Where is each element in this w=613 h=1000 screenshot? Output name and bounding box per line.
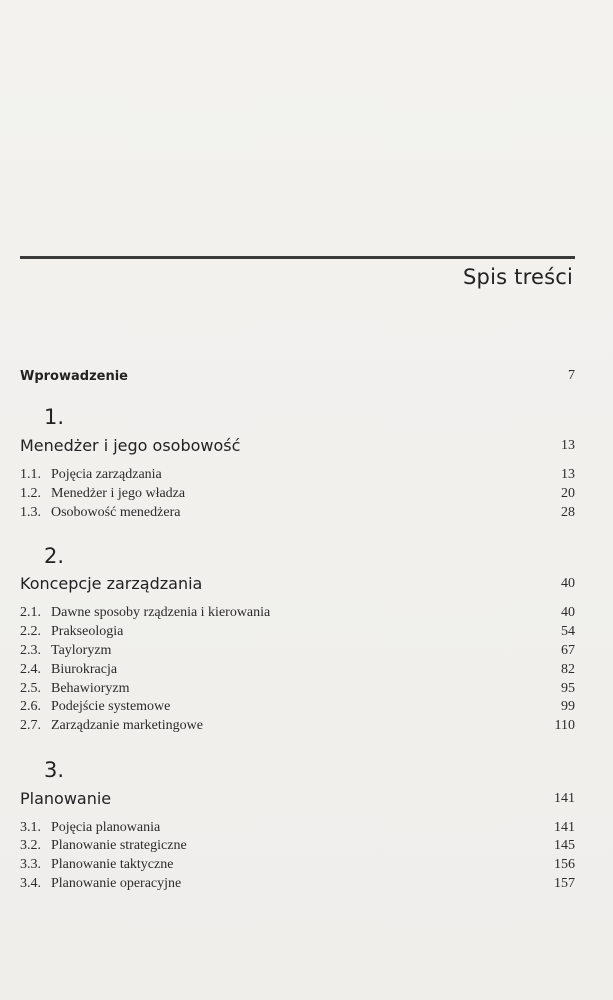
section-number: 2.1. [20, 605, 41, 620]
section-page: 141 [554, 820, 575, 835]
section-row [20, 820, 575, 838]
chapter-title: Koncepcje zarządzania [20, 574, 203, 593]
section-row [20, 486, 575, 504]
section-page: 156 [554, 857, 575, 872]
section-title: Podejście systemowe [51, 699, 171, 714]
chapter-page: 141 [554, 791, 575, 806]
section-row [20, 624, 575, 642]
section-number: 2.2. [20, 624, 41, 639]
section-number: 2.5. [20, 681, 41, 696]
chapter-title: Planowanie [20, 789, 112, 808]
section-number: 2.3. [20, 643, 41, 658]
chapter-page: 13 [561, 438, 575, 453]
section-page: 20 [561, 486, 575, 501]
section-title: Osobowość menedżera [51, 505, 181, 520]
section-row [20, 857, 575, 875]
section-title: Planowanie taktyczne [51, 857, 174, 872]
section-row [20, 876, 575, 894]
section-row [20, 718, 575, 736]
introduction-label: Wprowadzenie [20, 369, 128, 384]
chapter-number: 2. [44, 544, 65, 568]
section-page: 99 [561, 699, 575, 714]
header-rule [20, 256, 575, 259]
section-row [20, 681, 575, 699]
section-page: 110 [554, 718, 575, 733]
section-number: 1.1. [20, 467, 41, 482]
section-title: Tayloryzm [51, 643, 112, 658]
section-title: Biurokracja [51, 662, 118, 677]
section-number: 3.3. [20, 857, 41, 872]
section-number: 3.4. [20, 876, 41, 891]
section-page: 28 [561, 505, 575, 520]
section-number: 3.1. [20, 820, 41, 835]
section-number: 3.2. [20, 838, 41, 853]
section-page: 13 [561, 467, 575, 482]
section-number: 2.7. [20, 718, 41, 733]
section-row [20, 643, 575, 661]
section-row [20, 838, 575, 856]
chapter-number: 3. [44, 758, 65, 782]
section-row [20, 699, 575, 717]
section-row [20, 605, 575, 623]
section-title: Menedżer i jego władza [51, 486, 186, 501]
section-title: Zarządzanie marketingowe [51, 718, 203, 733]
chapter-title: Menedżer i jego osobowość [20, 436, 241, 455]
section-page: 157 [554, 876, 575, 891]
section-title: Prakseologia [51, 624, 124, 639]
section-row [20, 467, 575, 485]
section-number: 1.3. [20, 505, 41, 520]
section-title: Planowanie operacyjne [51, 876, 182, 891]
page-title: Spis treści [463, 265, 573, 289]
chapter-page: 40 [561, 576, 575, 591]
section-number: 2.4. [20, 662, 41, 677]
section-title: Pojęcia planowania [51, 820, 161, 835]
section-page: 82 [561, 662, 575, 677]
section-title: Pojęcia zarządzania [51, 467, 162, 482]
section-row [20, 662, 575, 680]
section-page: 67 [561, 643, 575, 658]
chapter-number: 1. [44, 405, 65, 429]
section-title: Behawioryzm [51, 681, 130, 696]
introduction-page: 7 [568, 368, 575, 383]
section-page: 54 [561, 624, 575, 639]
section-number: 2.6. [20, 699, 41, 714]
section-page: 40 [561, 605, 575, 620]
section-number: 1.2. [20, 486, 41, 501]
section-row [20, 505, 575, 523]
section-page: 95 [561, 681, 575, 696]
section-title: Planowanie strategiczne [51, 838, 187, 853]
section-page: 145 [554, 838, 575, 853]
section-title: Dawne sposoby rządzenia i kierowania [51, 605, 271, 620]
